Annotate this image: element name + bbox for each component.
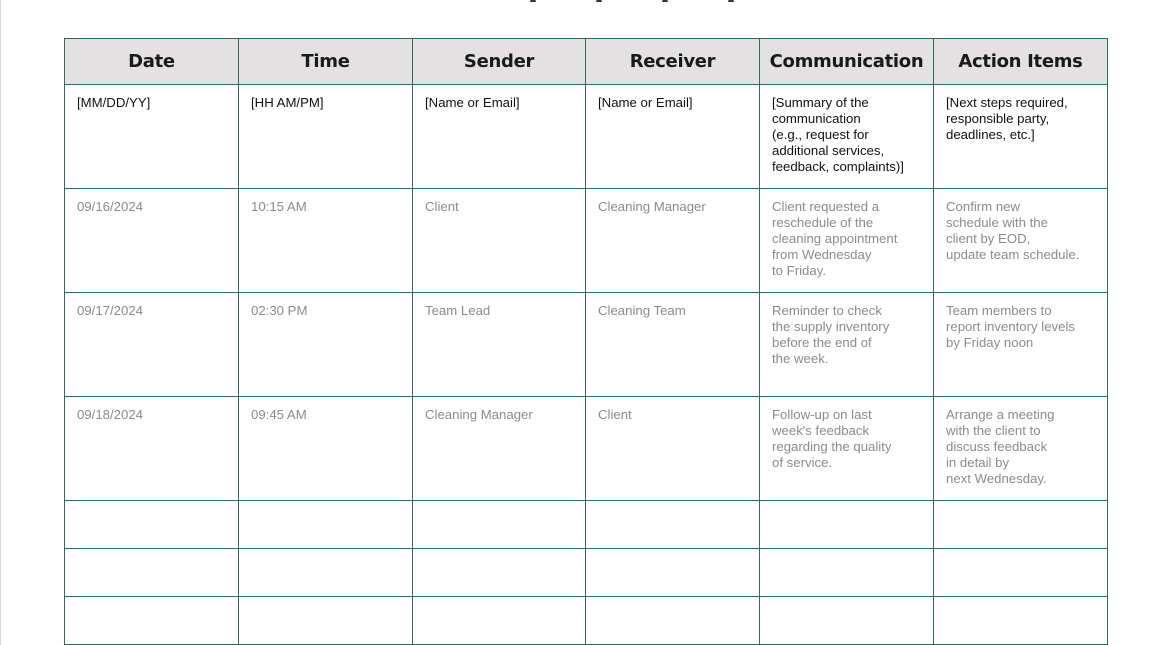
- empty-cell[interactable]: [239, 549, 413, 597]
- sender-placeholder: [Name or Email]: [425, 95, 520, 110]
- cell-sender[interactable]: [413, 293, 586, 397]
- cell-date[interactable]: [65, 85, 239, 189]
- cell-date[interactable]: [65, 397, 239, 501]
- receiver-value: Client: [598, 407, 632, 422]
- action-items-value: Confirm new schedule with the client by EOD, update team schedule.: [946, 199, 1080, 262]
- cell-time[interactable]: [239, 189, 413, 293]
- cell-action-items[interactable]: [934, 293, 1108, 397]
- receiver-value: Cleaning Manager: [598, 199, 706, 214]
- page-edge-divider: [0, 0, 1, 645]
- cell-receiver[interactable]: [586, 189, 760, 293]
- empty-cell[interactable]: [760, 549, 934, 597]
- time-value: 09:45 AM: [251, 407, 307, 422]
- table-header-row: [65, 39, 1108, 85]
- header-time: Time: [239, 39, 413, 85]
- cropped-heading-fragment: [530, 0, 830, 2]
- cell-receiver[interactable]: [586, 85, 760, 189]
- cell-communication[interactable]: [760, 85, 934, 189]
- cell-time[interactable]: [239, 293, 413, 397]
- cell-communication[interactable]: [760, 397, 934, 501]
- empty-row: [65, 501, 1108, 549]
- communication-value: Client requested a reschedule of the cleaning appointment from Wednesday to Friday.: [772, 199, 898, 278]
- header-date: Date: [65, 39, 239, 85]
- empty-cell[interactable]: [65, 501, 239, 549]
- cell-sender[interactable]: [413, 189, 586, 293]
- cell-date[interactable]: [65, 189, 239, 293]
- empty-cell[interactable]: [586, 501, 760, 549]
- empty-cell[interactable]: [934, 501, 1108, 549]
- table-row: [65, 189, 1108, 293]
- cell-action-items[interactable]: [934, 397, 1108, 501]
- empty-cell[interactable]: [586, 549, 760, 597]
- empty-cell[interactable]: [65, 549, 239, 597]
- empty-row: [65, 597, 1108, 645]
- time-value: 10:15 AM: [251, 199, 307, 214]
- header-sender: Sender: [413, 39, 586, 85]
- empty-cell[interactable]: [239, 501, 413, 549]
- empty-cell[interactable]: [413, 501, 586, 549]
- empty-cell[interactable]: [239, 597, 413, 645]
- empty-cell[interactable]: [413, 549, 586, 597]
- cell-action-items[interactable]: [934, 189, 1108, 293]
- time-placeholder: [HH AM/PM]: [251, 95, 324, 110]
- empty-cell[interactable]: [586, 597, 760, 645]
- table-row: [65, 293, 1108, 397]
- communication-value: Reminder to check the supply inventory before the end of the week.: [772, 303, 890, 366]
- empty-row: [65, 549, 1108, 597]
- header-action-items: Action Items: [934, 39, 1108, 85]
- communication-value: Follow-up on last week's feedback regarding the quality of service.: [772, 407, 892, 470]
- empty-cell[interactable]: [760, 597, 934, 645]
- empty-cell[interactable]: [760, 501, 934, 549]
- communication-log-table: [64, 38, 1108, 645]
- sender-value: Client: [425, 199, 459, 214]
- header-communication: Communication: [760, 39, 934, 85]
- cell-date[interactable]: [65, 293, 239, 397]
- cell-receiver[interactable]: [586, 397, 760, 501]
- date-value: 09/18/2024: [77, 407, 144, 422]
- empty-cell[interactable]: [934, 549, 1108, 597]
- cell-communication[interactable]: [760, 293, 934, 397]
- empty-cell[interactable]: [413, 597, 586, 645]
- date-value: 09/17/2024: [77, 303, 144, 318]
- table-row: [65, 397, 1108, 501]
- template-row: [65, 85, 1108, 189]
- cell-action-items[interactable]: [934, 85, 1108, 189]
- communication-placeholder: [Summary of the communication (e.g., request for additional services, feedback, complaints)]: [772, 95, 904, 174]
- receiver-value: Cleaning Team: [598, 303, 686, 318]
- empty-cell[interactable]: [934, 597, 1108, 645]
- action-items-placeholder: [Next steps required, responsible party, deadlines, etc.]: [946, 95, 1068, 142]
- cell-time[interactable]: [239, 397, 413, 501]
- empty-cell[interactable]: [65, 597, 239, 645]
- cell-receiver[interactable]: [586, 293, 760, 397]
- sender-value: Team Lead: [425, 303, 491, 318]
- cell-sender[interactable]: [413, 397, 586, 501]
- receiver-placeholder: [Name or Email]: [598, 95, 693, 110]
- action-items-value: Team members to report inventory levels by Friday noon: [946, 303, 1076, 350]
- action-items-value: Arrange a meeting with the client to discuss feedback in detail by next Wednesday.: [946, 407, 1055, 486]
- header-receiver: Receiver: [586, 39, 760, 85]
- date-value: 09/16/2024: [77, 199, 144, 214]
- cell-sender[interactable]: [413, 85, 586, 189]
- time-value: 02:30 PM: [251, 303, 308, 318]
- date-placeholder: [MM/DD/YY]: [77, 95, 151, 110]
- cell-time[interactable]: [239, 85, 413, 189]
- cell-communication[interactable]: [760, 189, 934, 293]
- sender-value: Cleaning Manager: [425, 407, 533, 422]
